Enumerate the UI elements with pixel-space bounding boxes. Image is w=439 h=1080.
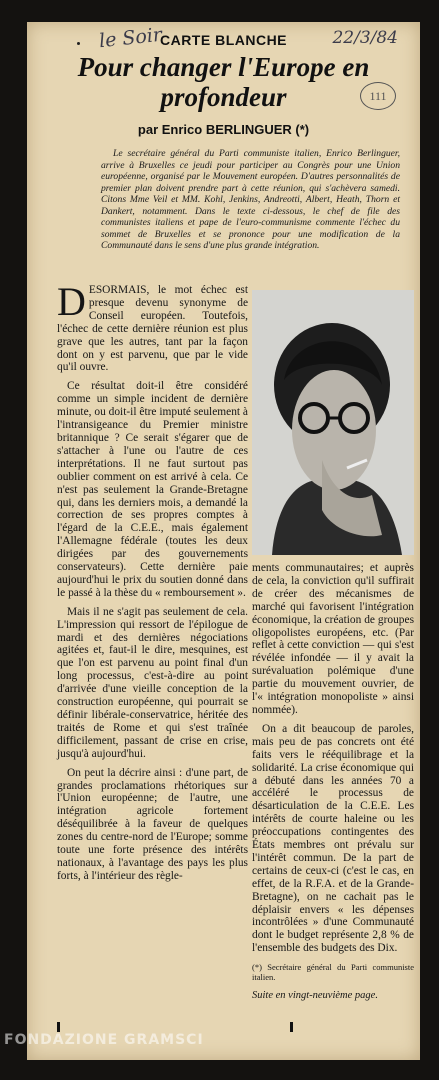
paragraph: DESORMAIS, le mot échec est presque devenu synonyme de Conseil européen. Toutefois, l'échec de cette dernière réunion est plus grave que les autres, tant par la façon dont on y est parvenu, que par le vide qu'il ouvre. xyxy=(57,279,248,374)
portrait-image xyxy=(252,290,414,555)
article-headline: Pour changer l'Europe en profondeur xyxy=(77,52,370,112)
ink-mark xyxy=(57,1022,60,1032)
paragraph: Ce résultat doit-il être considéré comme un simple incident de dernière minute, ou doit-il être imputé seulement à l'intransigeance du Premier ministre britannique ? Ce serait s'égarer que de s'attacher à l'une ou l'autre de ces interprétations. Il ne faut surtout pas oublier comment on est arrivé à cela. Ce n'est pas seulement la Grande-Bretagne qui, dans les derniers mois, a demandé la correction de ses propres comptes à l'égard de la C.E.E., mais également l'Allemagne fédérale (toutes les deux dirigées par des gouvernements conservateurs). Cette dernière paie aujourd'hui le prix du soutien donné dans le passé à la thèse du « remboursement ». xyxy=(57,380,248,599)
rubric-label: CARTE BLANCHE xyxy=(159,32,288,48)
paragraph: On peut la décrire ainsi : d'une part, de grandes proclamations rhétoriques sur l'Union européenne; de l'autre, une intégration agricole fortement déséquilibrée à la faveur de quelques zones du centre-nord de l'Europe; somme toute une forte présence des intérêts nationaux, à l'avantage des pays les plus forts, à l'intérieur des règle- xyxy=(57,766,248,882)
handwritten-date: 22/3/84 xyxy=(332,28,398,48)
drop-cap: D xyxy=(57,279,86,324)
footnote: (*) Secrétaire général du Parti communiste italien. xyxy=(252,962,414,982)
archive-stamp: 111 xyxy=(360,82,396,110)
right-column xyxy=(252,562,414,1003)
paragraph: ments communautaires; et auprès de cela, la conviction qu'il suffirait de créer des mécanismes de marché qui favorisent l'intégration économique, la création de groupes oligopolistes européens, etc. (Par reflet à cette conviction — qui s'est révélée infondée — il y avait la surévaluation polémique d'une partie du mouvement ouvrier, de l'« intégration monopoliste » ainsi nommée). xyxy=(252,562,414,716)
portrait-photo xyxy=(252,290,414,555)
archive-watermark: FONDAZIONE GRAMSCI xyxy=(4,1032,204,1048)
paragraph: Mais il ne s'agit pas seulement de cela. L'impression qui ressort de l'épilogue de mardi et des dernières négociations agitées et, faut-il le dire, mesquines, est que l'on est parvenu au point final d'un long processus, c'est-à-dire au point d'arrivée d'une vieille conception de la construction européenne, qui pourrait se définir libérale-conservatrice, héritée des traités de Rome et qui s'est traînée difficilement, passant de crise en crise, jusqu'à aujourd'hui. xyxy=(57,605,248,760)
continued-note: Suite en vingt-neuvième page. xyxy=(252,990,378,1002)
handwritten-source: le Soir xyxy=(98,23,163,53)
left-column xyxy=(57,279,248,889)
article-intro: Le secrétaire général du Parti communiste italien, Enrico Berlinguer, arrive à Bruxelles ce jeudi pour participer au Congrès pour une Union européenne, organisé par le Mouvement européen. D'autres personnalités de premier plan doivent prendre part à cette réunion, qui s'achèvera samedi. Citons Mme Veil et MM. Kohl, Jenkins, Andreotti, Albert, Heath, Thorn et Dankert, notamment. Dans le texte ci-dessous, le chef de file des communistes italiens et pape de l'euro-communisme commente l'échec du sommet de Bruxelles et se prononce pour une modification de la Communauté dans le sens d'une plus grande intégration. xyxy=(101,148,400,251)
newspaper-clipping xyxy=(27,22,420,1060)
article-byline: par Enrico BERLINGUER (*) xyxy=(137,122,310,137)
paragraph: On a dit beaucoup de paroles, mais peu de pas concrets ont été faits vers le rééquilibrage et la solidarité. La crise économique qui a débuté dans les années 70 a accéléré le processus de désarticulation de la C.E.E. Les intérêts de courte haleine ou les préoccupations contingentes des États membres ont prévalu sur l'intérêt commun. De la part de certains de ceux-ci (c'est le cas, en effet, de la R.F.A. et de la Grande-Bretagne), on ne cachait pas le déplaisir envers « les dépenses incontrôlées » d'une Communauté dont le budget représente 2,8 % de l'ensemble des budgets des Dix. xyxy=(252,722,414,955)
ink-mark xyxy=(290,1022,293,1032)
